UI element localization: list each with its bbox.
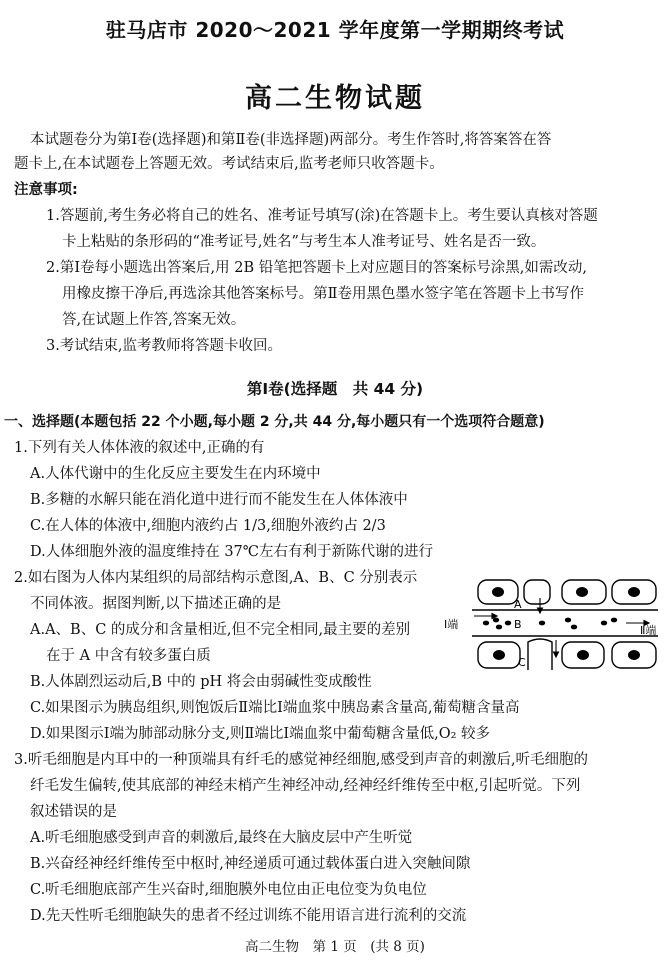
intro-line-2: 题卡上,在本试题卷上答题无效。考试结束后,监考老师只收答题卡。 bbox=[14, 156, 444, 172]
q2-option-d: D.如果图示Ⅰ端为肺部动脉分支,则Ⅱ端比Ⅰ端血浆中葡萄糖含量低,O₂ 较多 bbox=[30, 726, 491, 742]
q3-option-c: C.听毛细胞底部产生兴奋时,细胞膜外电位由正电位变为负电位 bbox=[30, 882, 427, 898]
blood-cells bbox=[483, 618, 617, 630]
q1-option-d: D.人体细胞外液的温度维持在 37℃左右有利于新陈代谢的进行 bbox=[30, 544, 433, 560]
note-1-line-2: 卡上粘贴的条形码的“准考证号,姓名”与考生本人准考证号、姓名是否一致。 bbox=[62, 234, 546, 250]
q3-option-a: A.听毛细胞感受到声音的刺激后,最终在大脑皮层中产生听觉 bbox=[30, 830, 413, 846]
section-title: 第Ⅰ卷(选择题 共 44 分) bbox=[246, 380, 424, 398]
q3-option-b: B.兴奋经神经纤维传至中枢时,神经递质可通过载体蛋白进入突触间隙 bbox=[30, 856, 471, 872]
exam-title: 驻马店市 2020～2021 学年度第一学期期终考试 bbox=[105, 18, 565, 42]
q2-stem-line-2: 不同体液。据图判断,以下描述正确的是 bbox=[30, 596, 282, 612]
q2-option-c: C.如果图示为胰岛组织,则饱饭后Ⅱ端比Ⅰ端血浆中胰岛素含量高,葡萄糖含量高 bbox=[30, 700, 520, 716]
label-end-ii: Ⅱ端 bbox=[640, 624, 657, 637]
notes-heading: 注意事项: bbox=[14, 182, 78, 198]
label-end-i: Ⅰ端 bbox=[444, 618, 459, 631]
q3-stem-line-3: 叙述错误的是 bbox=[30, 804, 117, 820]
q1-option-b: B.多糖的水解只能在消化道中进行而不能发生在人体体液中 bbox=[30, 492, 408, 508]
subject-title: 高二生物试题 bbox=[245, 83, 425, 114]
label-c: C bbox=[518, 656, 526, 669]
q2-option-a-line-2: 在于 A 中含有较多蛋白质 bbox=[46, 648, 211, 664]
q2-stem-line-1: 2.如右图为人体内某组织的局部结构示意图,A、B、C 分别表示 bbox=[14, 570, 418, 586]
tissue-cell-nuclei-top bbox=[492, 587, 640, 597]
q2-option-a-line-1: A.A、B、C 的成分和含量相近,但不完全相同,最主要的差别 bbox=[30, 622, 411, 638]
label-b: B bbox=[514, 618, 522, 631]
page-footer: 高二生物 第 1 页 (共 8 页) bbox=[245, 939, 425, 955]
note-2-line-1: 2.第Ⅰ卷每小题选出答案后,用 2B 铅笔把答题卡上对应题目的答案标号涂黑,如需改动, bbox=[46, 260, 587, 276]
intro-line-1: 本试题卷分为第Ⅰ卷(选择题)和第Ⅱ卷(非选择题)两部分。考生作答时,将答案答在答 bbox=[30, 132, 552, 148]
note-2-line-3: 答,在试题上作答,答案无效。 bbox=[62, 312, 246, 328]
section-instruction: 一、选择题(本题包括 22 个小题,每小题 2 分,共 44 分,每小题只有一个选项符合题意) bbox=[4, 414, 545, 430]
q3-stem-line-1: 3.听毛细胞是内耳中的一种顶端具有纤毛的感觉神经细胞,感受到声音的刺激后,听毛细胞的 bbox=[14, 752, 589, 768]
q1-stem: 1.下列有关人体体液的叙述中,正确的有 bbox=[14, 440, 265, 456]
q3-option-d: D.先天性听毛细胞缺失的患者不经过训练不能用语言进行流利的交流 bbox=[30, 908, 467, 924]
tissue-structure-diagram bbox=[444, 578, 666, 670]
lymph-capillary bbox=[528, 639, 552, 670]
q3-stem-line-2: 纤毛发生偏转,使其底部的神经末梢产生神经冲动,经神经纤维传至中枢,引起听觉。下列 bbox=[30, 778, 581, 794]
q1-option-a: A.人体代谢中的生化反应主要发生在内环境中 bbox=[30, 466, 321, 482]
tissue-cell-nuclei-bottom bbox=[493, 650, 640, 660]
q1-option-c: C.在人体的体液中,细胞内液约占 1/3,细胞外液约占 2/3 bbox=[30, 518, 386, 534]
note-1-line-1: 1.答题前,考生务必将自己的姓名、准考证号填写(涂)在答题卡上。考生要认真核对答题 bbox=[46, 208, 598, 224]
note-2-line-2: 用橡皮擦干净后,再选涂其他答案标号。第Ⅱ卷用黑色墨水签字笔在答题卡上书写作 bbox=[62, 286, 584, 302]
label-a: A bbox=[514, 598, 522, 611]
q2-option-b: B.人体剧烈运动后,B 中的 pH 将会由弱碱性变成酸性 bbox=[30, 674, 372, 690]
note-3: 3.考试结束,监考教师将答题卡收回。 bbox=[46, 338, 282, 354]
